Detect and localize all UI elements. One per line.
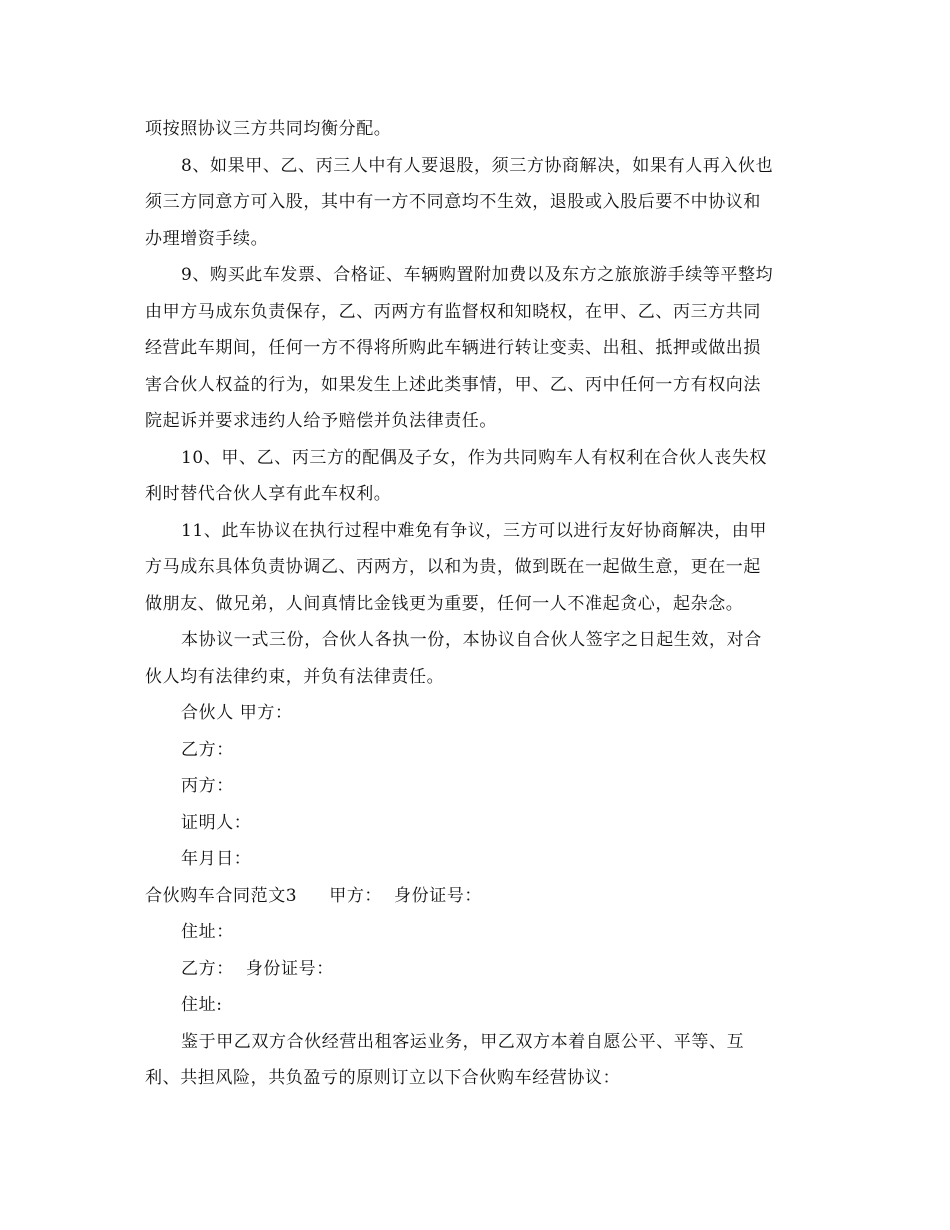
clause-8-line-1: 8、如果甲、乙、丙三人中有人要退股，须三方协商解决，如果有人再入伙也 <box>181 155 774 176</box>
party-b-address: 住址: <box>181 995 223 1015</box>
party-a-address: 住址： <box>181 922 234 942</box>
signature-partner-a: 合伙人 甲方： <box>181 703 293 723</box>
section-3-header <box>145 878 810 915</box>
party-b-label: 乙方： <box>181 958 234 979</box>
intro-line-2: 利、共担风险，共负盈亏的原则订立以下合伙购车经营协议： <box>145 1068 621 1088</box>
party-b-id-label: 身份证号： <box>245 958 334 979</box>
document-page <box>145 111 810 1097</box>
text-line: 院起诉并要求违约人给予赔偿并负法律责任。 <box>145 411 497 431</box>
signature-witness: 证明人： <box>181 812 252 833</box>
text-line: 项按照协议三方共同均衡分配。 <box>145 119 392 139</box>
party-b-line <box>145 951 810 988</box>
closing-clause-line-1: 本协议一式三份，合伙人各执一份，本协议自合伙人签字之日起生效，对合 <box>181 630 762 650</box>
text-line: 经营此车期间，任何一方不得将所购此车辆进行转让变卖、出租、抵押或做出损 <box>145 338 761 358</box>
clause-9-line-1: 9、购买此车发票、合格证、车辆购置附加费以及东方之旅旅游手续等平整均 <box>181 265 774 285</box>
text-line: 害合伙人权益的行为，如果发生上述此类事情，甲、乙、丙中任何一方有权向法 <box>145 374 761 395</box>
party-a-id-label: 身份证号： <box>394 885 483 906</box>
signature-date: 年月日： <box>181 849 252 869</box>
intro-line-1: 鉴于甲乙双方合伙经营出租客运业务，甲乙双方本着自愿公平、平等、互 <box>181 1031 745 1052</box>
signature-party-b: 乙方： <box>181 739 234 760</box>
clause-11-line-1: 11、此车协议在执行过程中难免有争议，三方可以进行友好协商解决，由甲 <box>181 520 768 541</box>
text-line: 须三方同意方可入股，其中有一方不同意均不生效，退股或入股后要不中协议和 <box>145 192 761 212</box>
text-line: 方马成东具体负责协调乙、丙两方，以和为贵，做到既在一起做生意，更在一起 <box>145 557 761 577</box>
signature-party-c: 丙方： <box>181 776 234 796</box>
text-line: 利时替代合伙人享有此车权利。 <box>145 484 392 504</box>
text-line: 伙人均有法律约束，并负有法律责任。 <box>145 666 445 687</box>
party-a-label: 甲方： <box>329 885 383 906</box>
text-line: 做朋友、做兄弟，人间真情比金钱更为重要，任何一人不准起贪心，起杂念。 <box>145 593 744 614</box>
clause-10-line-1: 10、甲、乙、丙三方的配偶及子女，作为共同购车人有权利在合伙人丧失权 <box>181 447 768 468</box>
text-line: 由甲方马成东负责保存，乙、丙两方有监督权和知晓权，在甲、乙、丙三方共同 <box>145 301 761 322</box>
section-3-title: 合伙购车合同范文3 <box>145 885 298 906</box>
text-line: 办理增资手续。 <box>145 228 269 249</box>
